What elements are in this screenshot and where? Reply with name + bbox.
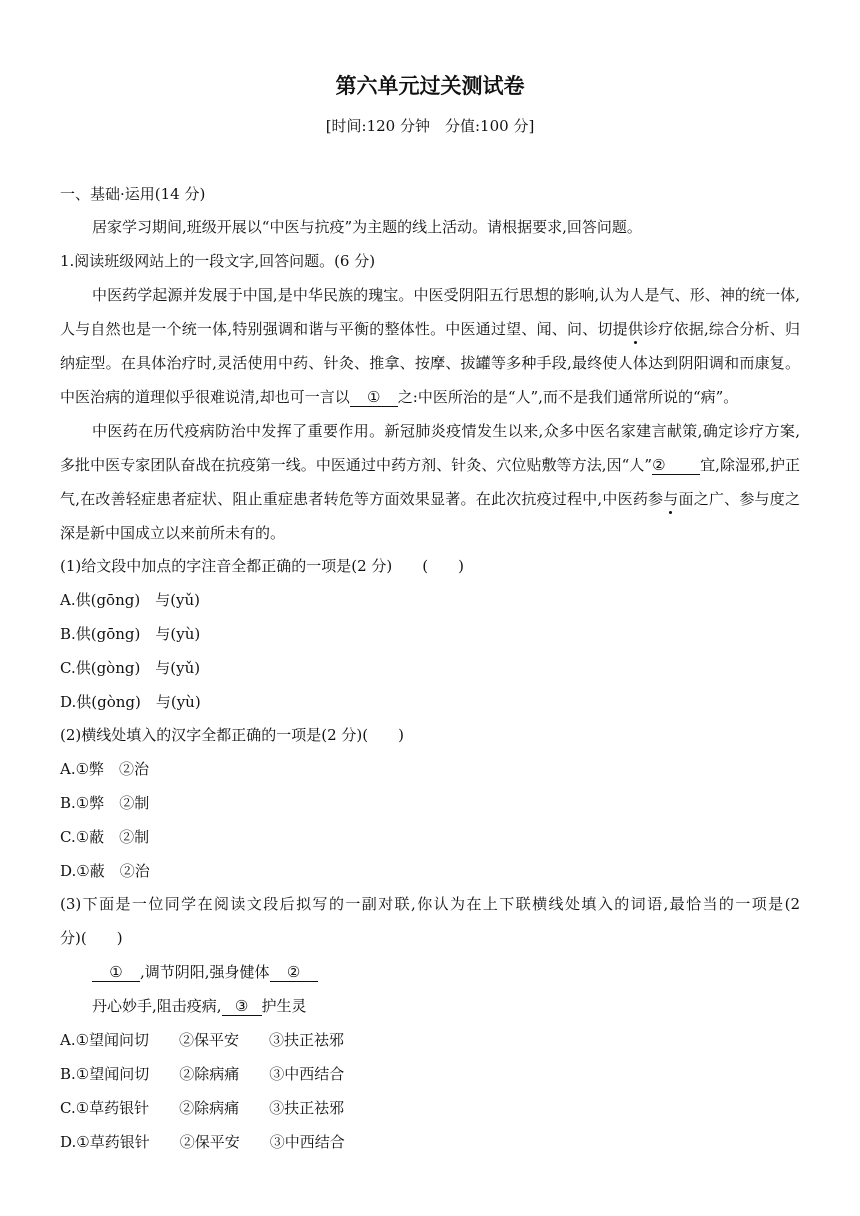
dotted-char: 与 [663, 490, 679, 508]
option-b[interactable]: B.①弊 ②制 [60, 794, 150, 812]
sub-question-1-stem: (1)给文段中加点的字注音全都正确的一项是(2 分) ( ) [60, 557, 464, 575]
section-intro: 居家学习期间,班级开展以“中医与抗疫”为主题的线上活动。请根据要求,回答问题。 [92, 218, 642, 236]
question-1-stem: 1.阅读班级网站上的一段文字,回答问题。(6 分) [60, 252, 376, 270]
option-d[interactable]: D.供(gòng) 与(yù) [60, 693, 201, 711]
couplet-blank-1: ① [92, 964, 140, 982]
passage-line: 纳症型。在具体治疗时,灵活使用中药、针灸、推拿、按摩、拔罐等多种手段,最终使人体达到阴阳调和而康复。 [60, 354, 800, 372]
option-b[interactable]: B.供(gōng) 与(yù) [60, 625, 201, 643]
passage-line: 多批中医专家团队奋战在抗疫第一线。中医通过中药方剂、针灸、穴位贴敷等方法,因“人”② 宜,除湿邪,护正 [60, 456, 800, 474]
blank-1: ① [350, 389, 398, 407]
exam-time-score: [时间:120 分钟 分值:100 分] [325, 117, 535, 135]
passage-line: 深是新中国成立以来前所未有的。 [60, 524, 286, 542]
passage-line: 气,在改善轻症患者症状、阻止重症患者转危等方面效果显著。在此次抗疫过程中,中医药参与面之广、参与度之 [60, 490, 800, 508]
couplet-blank-3: ③ [222, 998, 262, 1016]
option-a[interactable]: A.①弊 ②治 [60, 760, 150, 778]
option-c[interactable]: C.①草药银针 ②除病痛 ③扶正祛邪 [60, 1099, 345, 1117]
passage-line: 中医药在历代疫病防治中发挥了重要作用。新冠肺炎疫情发生以来,众多中医名家建言献策,确定诊疗方案, [92, 422, 800, 440]
dotted-char: 供 [627, 320, 643, 338]
passage-line: 人与自然也是一个统一体,特别强调和谐与平衡的整体性。中医通过望、闻、问、切提供诊疗依据,综合分析、归 [60, 320, 800, 338]
couplet-blank-2: ② [270, 964, 318, 982]
couplet-lower: 丹心妙手,阻击疫病, ③ 护生灵 [92, 997, 307, 1015]
couplet-upper: ① ,调节阴阳,强身健体 ② [92, 961, 832, 982]
sub-question-2-stem: (2)横线处填入的汉字全都正确的一项是(2 分)( ) [60, 726, 404, 744]
option-c[interactable]: C.①蔽 ②制 [60, 828, 150, 846]
option-b[interactable]: B.①望闻问切 ②除病痛 ③中西结合 [60, 1065, 345, 1083]
option-c[interactable]: C.供(gòng) 与(yǔ) [60, 659, 201, 677]
sub-question-3-stem: (3)下面是一位同学在阅读文段后拟写的一副对联,你认为在上下联横线处填入的词语,最恰当的一项是(2 [60, 895, 800, 913]
blank-2: ② [652, 457, 700, 475]
option-a[interactable]: A.①望闻问切 ②保平安 ③扶正祛邪 [60, 1031, 345, 1049]
section-heading: 一、基础·运用(14 分) [60, 185, 206, 203]
option-d[interactable]: D.①蔽 ②治 [60, 862, 150, 880]
sub-question-3-stem-cont: 分)( ) [60, 929, 123, 947]
option-d[interactable]: D.①草药银针 ②保平安 ③中西结合 [60, 1133, 345, 1151]
option-a[interactable]: A.供(gōng) 与(yǔ) [60, 591, 201, 609]
passage-line: 中医治病的道理似乎很难说清,却也可一言以 ① 之:中医所治的是“人”,而不是我们通常所说的“病”。 [60, 388, 739, 406]
passage-line: 中医药学起源并发展于中国,是中华民族的瑰宝。中医受阴阳五行思想的影响,认为人是气、形、神的统一体, [92, 286, 800, 304]
page-title: 第六单元过关测试卷 [335, 74, 525, 98]
